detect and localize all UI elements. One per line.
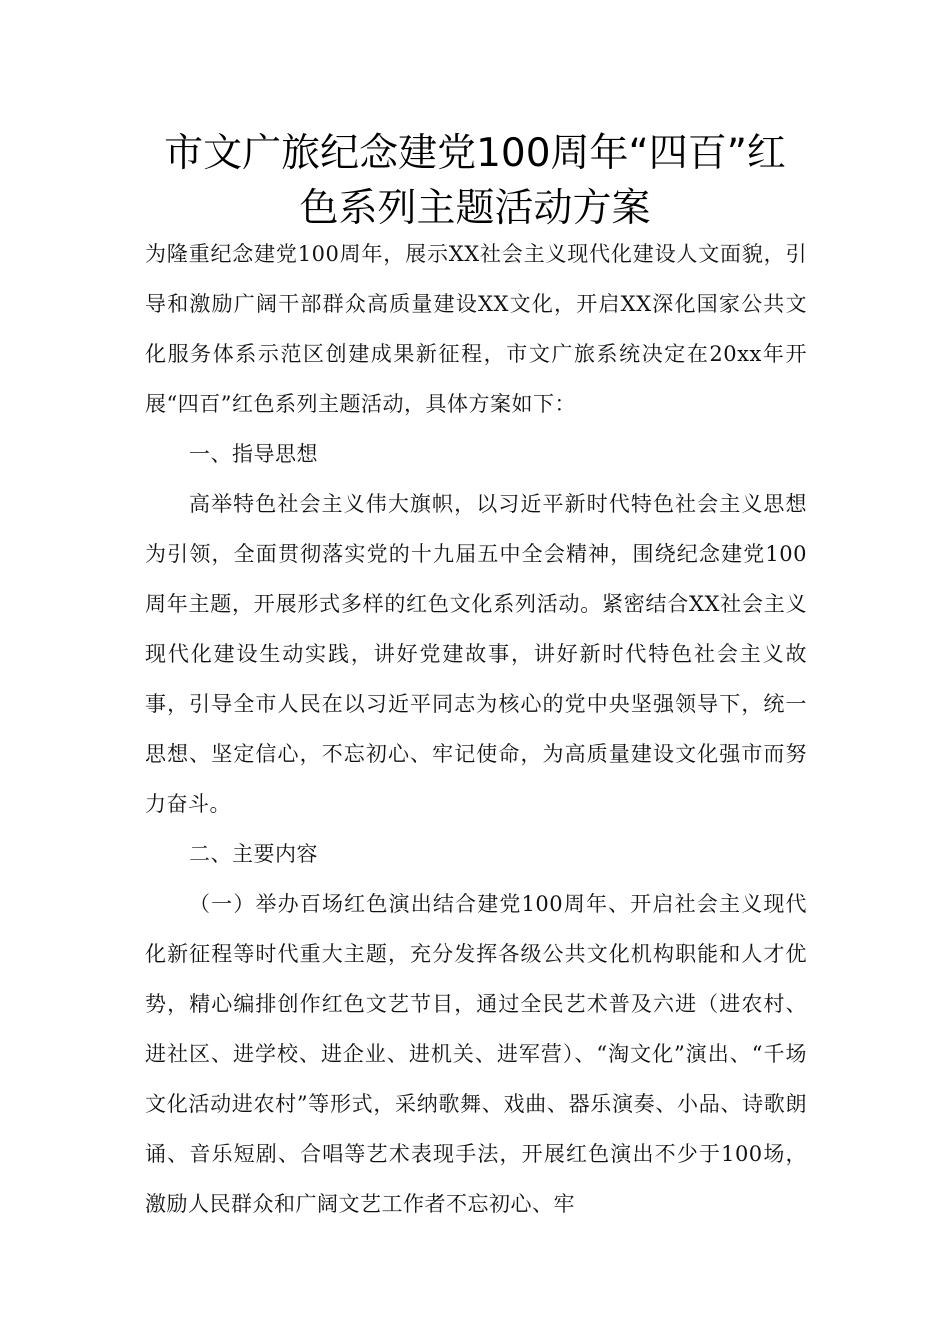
main-content-item-1-paragraph: （一）举办百场红色演出结合建党100周年、开启社会主义现代化新征程等时代重大主题，充分发挥各级公共文化机构职能和人才优势，精心编排创作红色文艺节目，通过全民艺术普及六进（进农村、进社区、进学校、进企业、进机关、进军营）、“淘文化”演出、“千场文化活动进农村”等形式，采纳歌舞、戏曲、器乐演奏、小品、诗歌朗诵、音乐短剧、合唱等艺术表现手法，开展红色演出不少于100场，激励人民群众和广阔文艺工作者不忘初心、牢: [145, 892, 807, 1216]
document-body: [145, 229, 807, 1229]
document-title: [130, 126, 820, 236]
intro-paragraph: 为隆重纪念建党100周年，展示XX社会主义现代化建设人文面貌，引导和激励广阔干部群众高质量建设XX文化，开启XX深化国家公共文化服务体系示范区创建成果新征程，市文广旅系统决定在20xx年开展“四百”红色系列主题活动，具体方案如下：: [145, 242, 807, 416]
section-heading-guiding-ideology: 一、指导思想: [189, 442, 318, 466]
section-heading-main-content: 二、主要内容: [189, 842, 318, 866]
guiding-ideology-paragraph: 高举特色社会主义伟大旗帜，以习近平新时代特色社会主义思想为引领，全面贯彻落实党的十九届五中全会精神，围绕纪念建党100周年主题，开展形式多样的红色文化系列活动。紧密结合XX社会主义现代化建设生动实践，讲好党建故事，讲好新时代特色社会主义故事，引导全市人民在以习近平同志为核心的党中央坚强领导下，统一思想、坚定信心，不忘初心、牢记使命，为高质量建设文化强市而努力奋斗。: [145, 492, 807, 816]
title-line-1: 市文广旅纪念建党100周年“四百”红: [164, 131, 786, 176]
title-line-2: 色系列主题活动方案: [299, 186, 651, 231]
